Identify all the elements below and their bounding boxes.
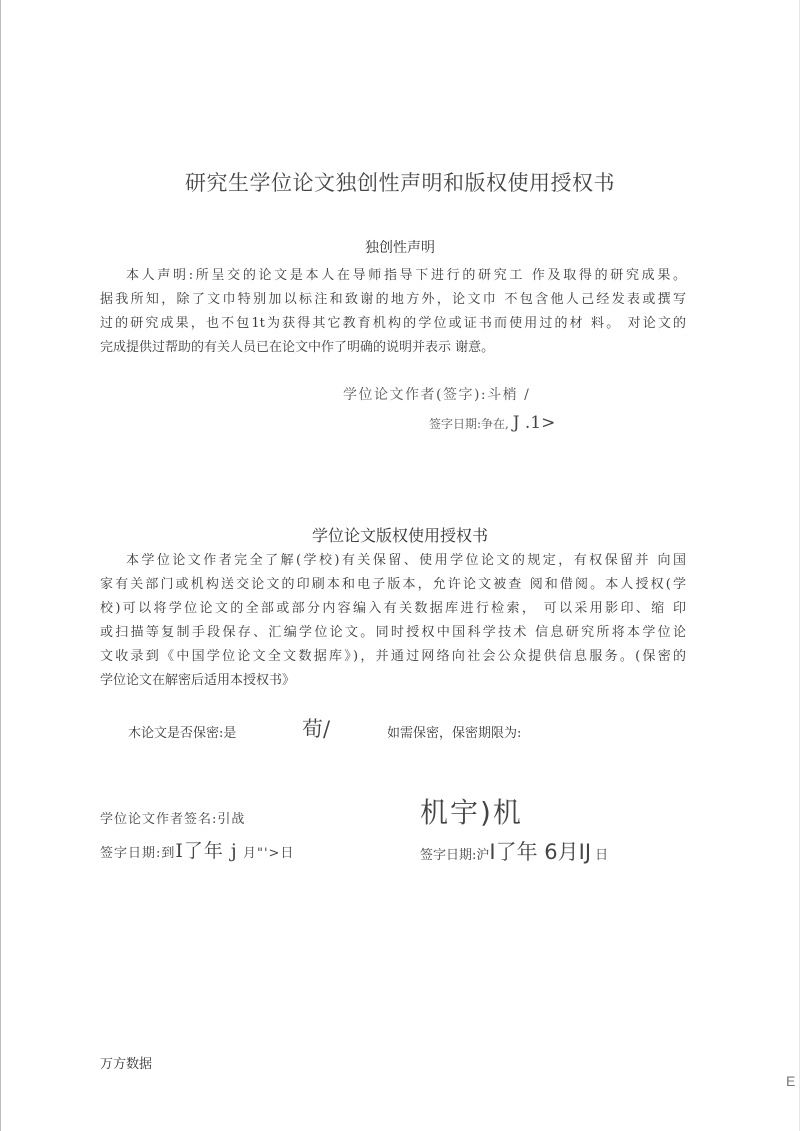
originality-heading: 独创性声明 [365, 240, 435, 256]
originality-paragraph [100, 264, 686, 360]
page-marker: E [786, 1073, 796, 1089]
originality-signature: 学位论文作者(签字):斗梢 / [343, 387, 531, 403]
originality-line: 完成提供过帮助的有关人员已在论文中作了明确的说明并表示 谢意。 [100, 340, 495, 355]
originality-date-label: 签字日期:争在, [429, 417, 509, 431]
originality-line: 据我所知，除了文巾特别加以标注和致谢的地方外，论文巾 不包含他人己经发表或撰写 [100, 292, 686, 307]
copyright-line: 或扫描等复制手段保存、汇编学位论文。同时授权中国科学技术 信息研究所将本学位论 [100, 625, 686, 640]
secret-period-label: 如需保密，保密期限为: [387, 726, 522, 741]
originality-line: 本人声明:所呈交的论文是本人在导师指导下进行的研究工 作及取得的研究成果。 [126, 268, 686, 283]
author-date-tail: 月"'>日 [242, 846, 295, 861]
copyright-line: 校)可以将学位论文的全部或部分内容编入有关数据库进行检索， 可以采用影印、缩 印 [100, 601, 686, 616]
supervisor-handwritten-signature: 机宇)机 [420, 796, 523, 829]
supervisor-date-tail: 日 [595, 848, 609, 863]
footer-source: 万方数据 [100, 1057, 153, 1072]
author-sign-date [100, 836, 294, 863]
supervisor-date-label: 签字日期:沪 [420, 848, 490, 863]
originality-sign-date [429, 413, 555, 433]
supervisor-sign-date [420, 836, 608, 866]
supervisor-date-handwritten: I了年 6月IJ [489, 840, 592, 864]
author-date-handwritten: I了年 j [175, 840, 238, 862]
originality-line: 过的研究成果，也不包1t为获得其它教育机构的学位或证书而使用过的材 料。 对论文的 [100, 316, 686, 331]
document-title: 研究生学位论文独创性声明和版权使用授权书 [185, 171, 615, 195]
copyright-line: 家有关部门或机构送交论文的印刷本和电子版本，允许论文被查 阅和借阅。本人授权(学 [100, 577, 686, 592]
originality-date-value: J .1> [512, 413, 556, 433]
secret-question: 木论文是否保密:是 [128, 726, 237, 741]
copyright-line: 文收录到《中国学位论文全文数据库》)，并通过网络向社会公众提供信息服务。(保密的 [100, 649, 686, 664]
author-signature: 学位论文作者签名:引战 [100, 812, 246, 827]
copyright-line: 学位论文在解密后适用本授权书》 [100, 673, 296, 688]
secret-handwritten-answer: 荀/ [302, 717, 331, 741]
copyright-line: 本学位论文作者完全了解(学校)有关保留、使用学位论文的规定，有权保留并 向国 [126, 553, 686, 568]
copyright-heading: 学位论文版权使用授权书 [311, 526, 488, 545]
author-date-label: 签字日期:到 [100, 846, 176, 861]
copyright-paragraph [100, 549, 686, 693]
